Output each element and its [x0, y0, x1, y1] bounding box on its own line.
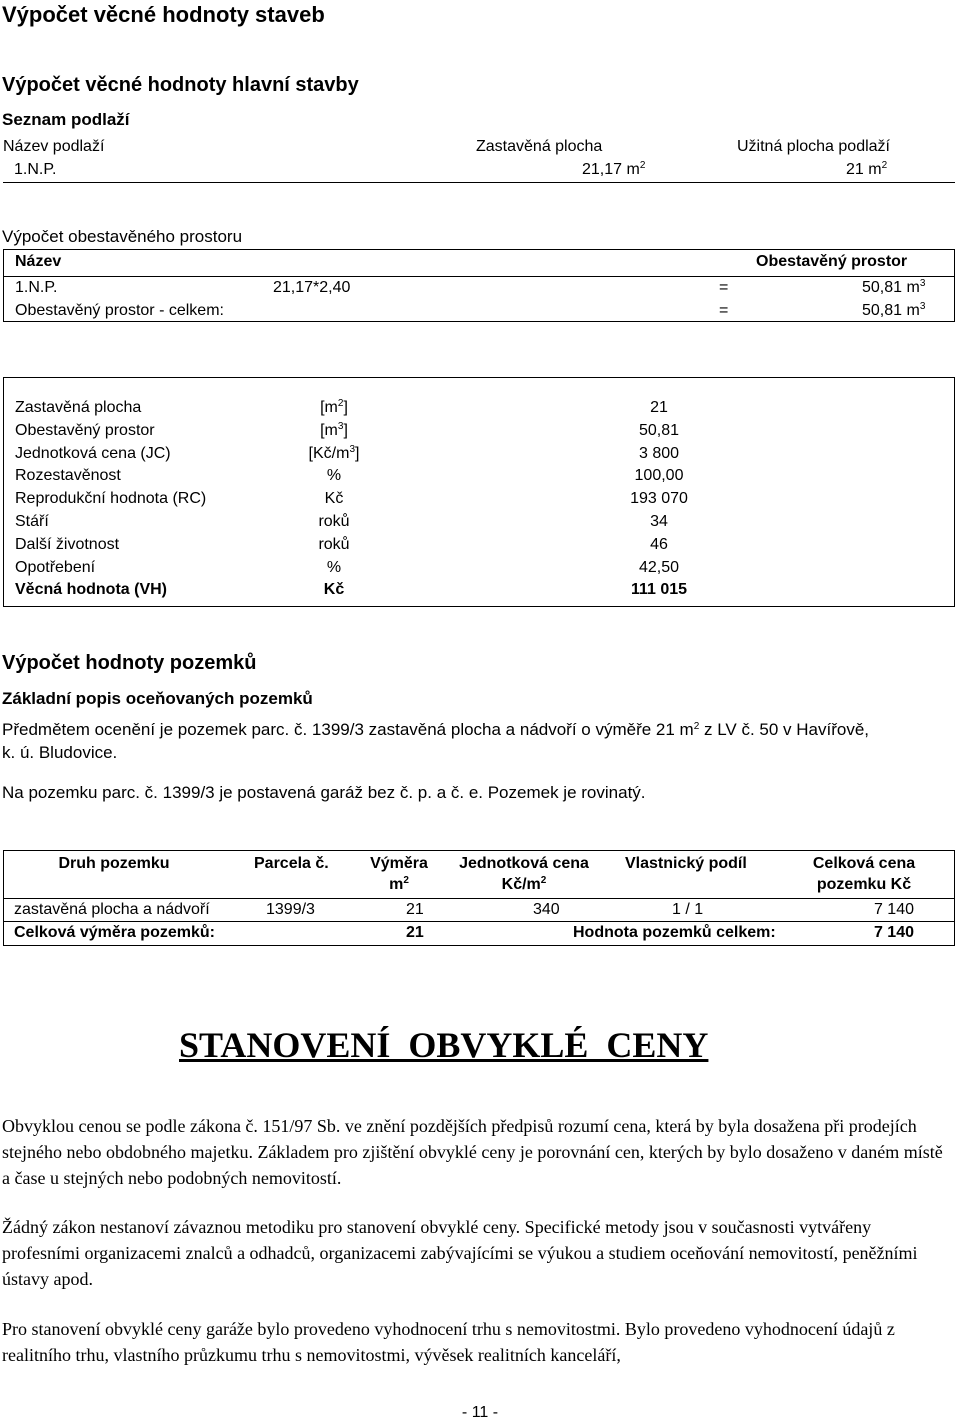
volume-row-formula: 21,17*2,40	[273, 279, 351, 296]
summary-row-unit: $[Kč/m^3]$	[308, 443, 360, 462]
floors-row-built-area: 21,17 $m^2$	[582, 160, 646, 178]
main-building-heading: Výpočet věcné hodnoty hlavní stavby	[2, 74, 359, 96]
land-col-type: Druh pozemku	[58, 855, 170, 872]
floors-row-name: 1.N.P.	[14, 161, 57, 178]
summary-row-label: Zastavěná plocha	[15, 399, 142, 416]
summary-row-value: 21	[650, 399, 668, 416]
summary-row-value: 3 800	[638, 444, 680, 462]
usual-price-paragraph-3: Pro stanovení obvyklé ceny garáže bylo provedeno vyhodnocení trhu s nemovitostmi. Bylo provedeno vyhodnocení údajů z realitního trhu, vlastního průzkumu trhu s nemovitostmi, vývěsek realitních kanceláří,	[2, 1319, 895, 1365]
volume-table	[3, 249, 955, 322]
summary-row-value: 46	[650, 535, 668, 553]
summary-row-value: 50,81	[638, 421, 680, 439]
summary-row-unit: Kč	[323, 581, 345, 599]
land-col-parcel: Parcela č.	[254, 855, 329, 872]
land-col-total: Celková cena pozemku Kč	[812, 855, 916, 893]
floors-heading: Seznam podlaží	[2, 110, 130, 129]
summary-row-unit: %	[326, 558, 342, 576]
volume-total-eq: =	[719, 302, 729, 319]
page-number: - 11 -	[461, 1404, 499, 1421]
land-row-type: zastavěná plocha a nádvoří	[14, 901, 210, 918]
land-description-line1: Předmětem ocenění je pozemek parc. č. 1399/3 zastavěná plocha a nádvoří o výměře 21 $m^2$ z LV č. 50 v Havířově,	[2, 720, 870, 739]
usual-price-paragraph-2: Žádný zákon nestanoví závaznou metodiku pro stanovení obvyklé ceny. Specifické metody jsou v současnosti vytvářeny profesními organizacemi znalců a odhadců, organizacemi zabývajícími se výukou a studiem oceňování nemovitostí, peněžními ústavy apod.	[2, 1217, 918, 1289]
volume-row-value: 50,81 $m^3$	[862, 278, 926, 296]
volume-row-eq: =	[719, 279, 729, 296]
land-subheading: Základní popis oceňovaných pozemků	[2, 689, 313, 708]
floors-bottom-rule	[3, 182, 955, 183]
land-sum-area: 21	[406, 924, 424, 941]
summary-row-value: 193 070	[630, 490, 688, 508]
land-row-total: 7 140	[873, 901, 914, 918]
volume-col-name: Název	[15, 253, 62, 270]
volume-heading: Výpočet obestavěného prostoru	[2, 227, 243, 246]
summary-row-unit: $[m^3]$	[320, 420, 348, 439]
volume-col-volume: Obestavěný prostor	[756, 253, 908, 270]
land-row-price: 340	[533, 901, 560, 918]
summary-row-value: 42,50	[638, 558, 680, 576]
floors-col-built-area: Zastavěná plocha	[476, 138, 603, 155]
volume-eq-underline	[716, 321, 760, 322]
page-title: Výpočet věcné hodnoty staveb	[2, 2, 325, 27]
summary-row-value: 111 015	[630, 581, 688, 599]
land-description-building: Na pozemku parc. č. 1399/3 je postavená garáž bez č. p. a č. e. Pozemek je rovinatý.	[2, 783, 646, 802]
summary-row-unit: $[m^2]$	[320, 398, 348, 416]
land-row-area: 21	[406, 901, 424, 918]
land-row-parcel: 1399/3	[266, 901, 315, 918]
land-col-share: Vlastnický podíl	[625, 855, 747, 872]
volume-row-name: 1.N.P.	[15, 279, 58, 296]
land-col-unit-price: Jednotková cena $Kč/m^2$	[459, 855, 589, 893]
land-sum-label: Celková výměra pozemků:	[14, 924, 215, 941]
land-row-share: 1 / 1	[672, 901, 704, 918]
summary-row-value: 100,00	[634, 467, 684, 485]
summary-row-label: Jednotková cena (JC)	[15, 444, 171, 462]
land-sum-rule	[4, 921, 954, 922]
summary-row-unit: roků	[318, 513, 350, 530]
land-description-line2: k. ú. Bludovice.	[2, 743, 118, 762]
summary-row-value: 34	[650, 513, 668, 530]
floors-col-name: Název podlaží	[3, 138, 105, 155]
floors-row-usable-area: 21 $m^2$	[846, 160, 888, 178]
summary-table	[3, 377, 955, 607]
volume-total-value: 50,81 $m^3$	[862, 301, 926, 319]
summary-row-label: Stáří	[15, 513, 49, 530]
summary-row-label: Další životnost	[15, 535, 120, 553]
summary-row-label: Opotřebení	[15, 558, 96, 576]
usual-price-title: STANOVENÍ OBVYKLÉ CENY	[179, 1025, 709, 1065]
summary-row-unit: roků	[318, 535, 350, 553]
summary-row-unit: %	[326, 467, 342, 485]
floors-col-usable-area: Užitná plocha podlaží	[737, 138, 890, 155]
summary-row-label: Věcná hodnota (VH)	[15, 581, 168, 599]
usual-price-paragraph-1: Obvyklou cenou se podle zákona č. 151/97 Sb. ve znění pozdějších předpisů rozumí cena, která by byla dosažena při prodejích stejného nebo obdobného majetku. Základem pro zjištění obvyklé ceny je porovnání cen, kterých by bylo dosaženo v daném místě a čase u stejných nebo podobných nemovitostí.	[2, 1116, 943, 1188]
summary-row-label: Reprodukční hodnota (RC)	[15, 490, 207, 508]
land-sum-value-label: Hodnota pozemků celkem:	[573, 924, 776, 941]
land-header-rule	[4, 898, 954, 899]
land-sum-value: 7 140	[873, 924, 914, 941]
land-table	[3, 850, 955, 946]
summary-row-unit: Kč	[324, 490, 344, 508]
volume-total-label: Obestavěný prostor - celkem:	[15, 302, 224, 319]
summary-row-label: Rozestavěnost	[15, 467, 121, 485]
land-heading: Výpočet hodnoty pozemků	[2, 652, 257, 674]
land-col-area: Výměra $m^2$	[370, 855, 428, 893]
volume-header-rule	[4, 276, 954, 277]
summary-row-label: Obestavěný prostor	[15, 421, 155, 439]
